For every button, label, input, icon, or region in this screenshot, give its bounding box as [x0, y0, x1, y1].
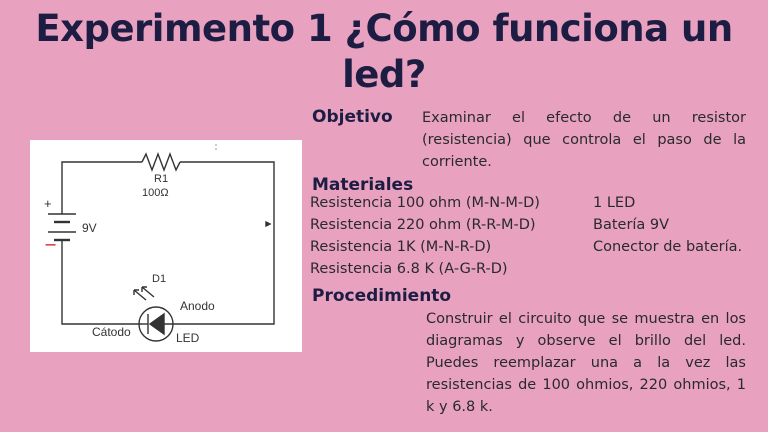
- materials-list-right: [593, 192, 742, 258]
- material-item: Resistencia 6.8 K (A-G-R-D): [310, 261, 508, 277]
- battery-label: 9V: [82, 221, 97, 235]
- materials-list-left: [310, 192, 540, 280]
- resistor-label: R1: [154, 173, 169, 185]
- cathode-label: Cátodo: [92, 325, 131, 339]
- procedimiento-heading: Procedimiento: [312, 286, 452, 306]
- led-text: LED: [176, 331, 200, 345]
- procedimiento-text: Construir el circuito que se muestra en los diagramas y observe el brillo del led. Puedes reemplazar una a la vez las resistencias de 100 ohmios, 220 ohmios, 1 k y 6.8 k.: [426, 311, 746, 415]
- material-item: Resistencia 220 ohm (R-R-M-D): [310, 217, 536, 233]
- battery-plus: +: [44, 196, 52, 211]
- materiales-heading: Materiales: [312, 175, 414, 195]
- material-item: 1 LED: [593, 195, 636, 211]
- material-item: Batería 9V: [593, 217, 670, 233]
- circuit-diagram: [30, 140, 302, 352]
- anode-label: Anodo: [180, 299, 215, 313]
- material-item: Resistencia 1K (M-N-R-D): [310, 239, 492, 255]
- battery-minus: −: [44, 235, 58, 254]
- material-item: Conector de batería.: [593, 239, 743, 255]
- resistor-value: 100Ω: [142, 187, 169, 199]
- objetivo-text: Examinar el efecto de un resistor (resistencia) que controla el paso de la corriente.: [422, 110, 746, 170]
- resistor-symbol: [142, 154, 180, 170]
- material-item: Resistencia 100 ohm (M-N-M-D): [310, 195, 540, 211]
- objetivo-heading: Objetivo: [312, 107, 393, 127]
- led-label: D1: [152, 273, 167, 285]
- page-title: Experimento 1 ¿Cómo funciona un led?: [35, 7, 733, 96]
